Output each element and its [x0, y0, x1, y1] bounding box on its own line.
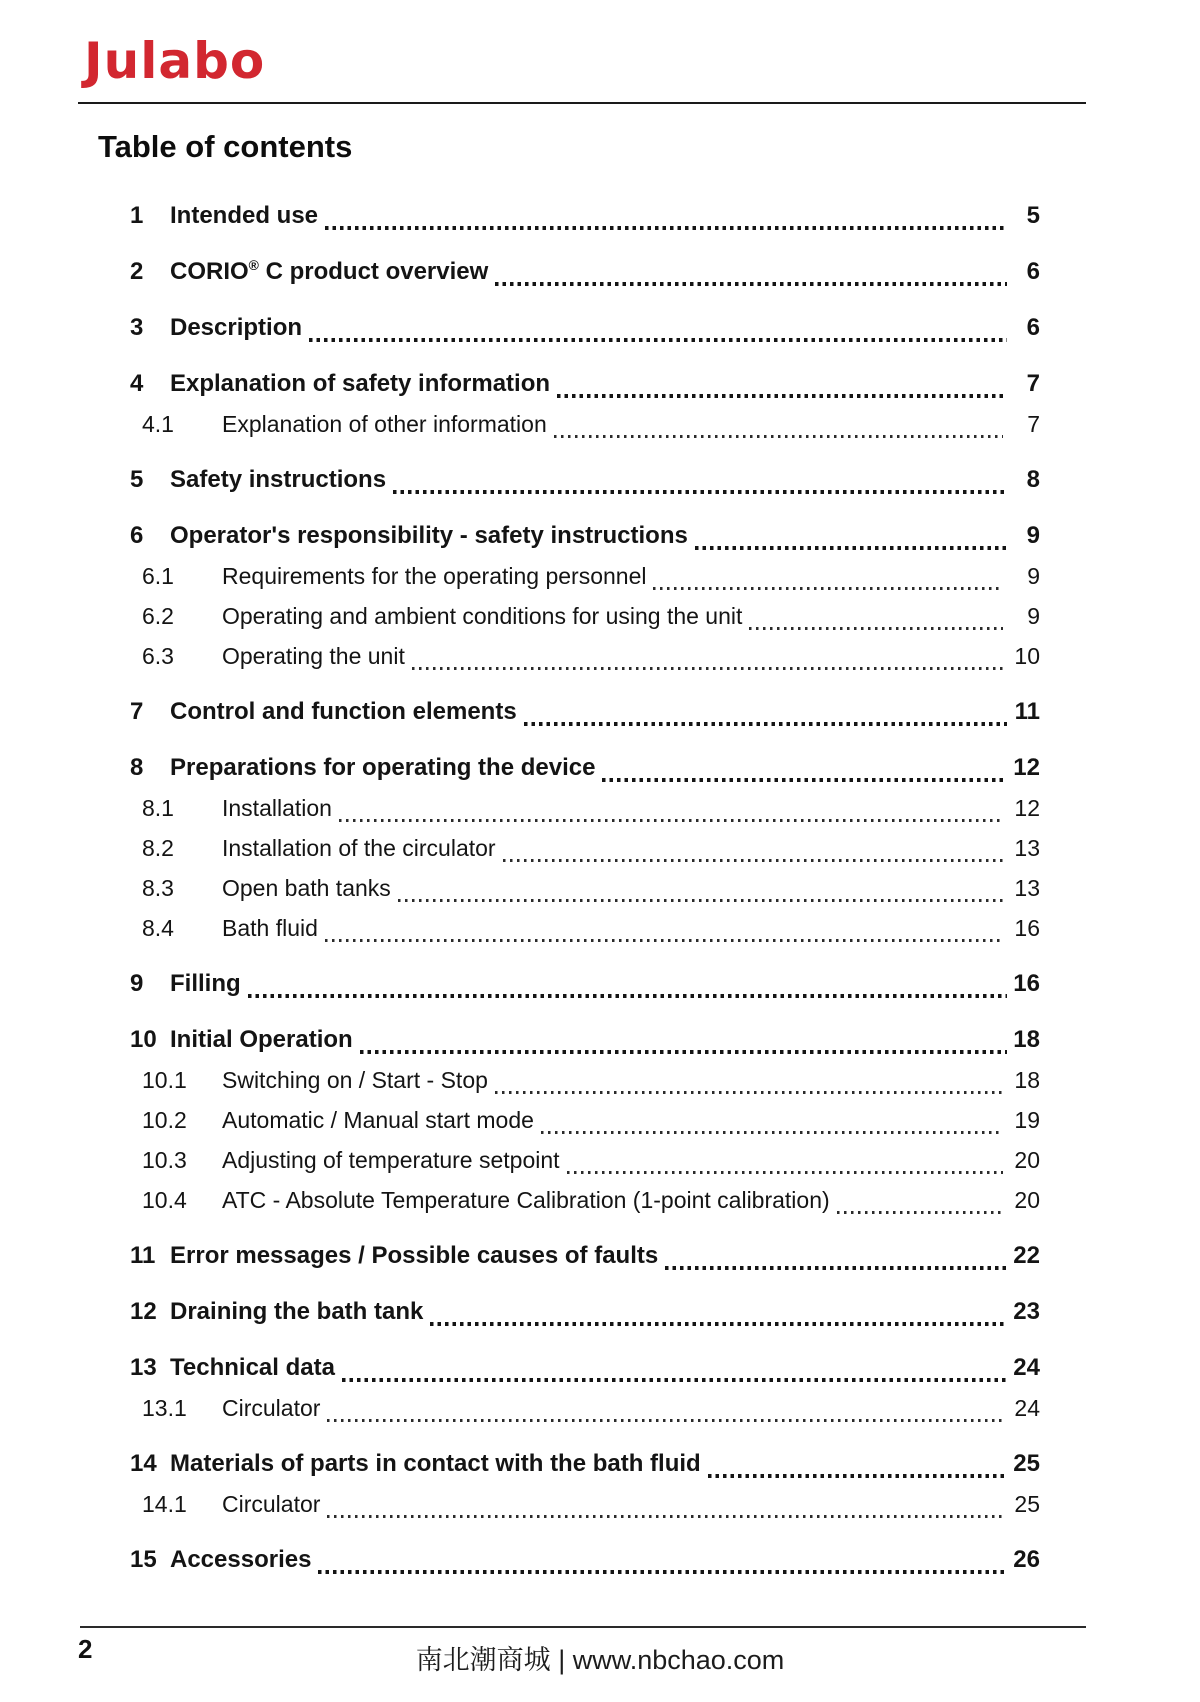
dot-leader	[557, 394, 1007, 398]
toc-entry-page: 13	[1014, 875, 1040, 901]
toc-entry-page: 26	[1013, 1546, 1040, 1573]
toc-entry-number: 8.2	[142, 835, 174, 861]
toc-entry-title: Preparations for operating the device	[170, 754, 596, 781]
toc-entry-title: Open bath tanks	[222, 875, 391, 901]
toc-entry-page: 13	[1014, 835, 1040, 861]
dot-leader	[602, 778, 1007, 782]
toc-entry-number: 6	[130, 522, 144, 549]
toc-entry	[142, 1140, 1040, 1180]
dot-leader	[412, 667, 1003, 670]
toc-entry-number: 10.3	[142, 1147, 187, 1173]
footer-watermark-text: 南北潮商城 | www.nbchao.com	[415, 1645, 785, 1675]
toc-entry-page: 11	[1014, 698, 1040, 725]
toc-entry-number: 10.1	[142, 1067, 187, 1093]
toc-entry-title: Switching on / Start - Stop	[222, 1067, 488, 1093]
dot-leader	[360, 1050, 1007, 1054]
toc-entry-number: 13	[130, 1354, 157, 1381]
toc-entry-page: 24	[1014, 1395, 1040, 1421]
toc-entry	[142, 636, 1040, 676]
julabo-logo: Julabo	[84, 32, 266, 90]
dot-leader	[524, 722, 1007, 726]
dot-leader	[495, 282, 1007, 286]
toc-entry-page: 12	[1014, 795, 1040, 821]
toc-list	[0, 196, 1200, 1580]
toc-entry	[142, 404, 1040, 444]
dot-leader	[503, 859, 1003, 862]
toc-entry-title: Accessories	[170, 1546, 312, 1573]
toc-entry-number: 6.3	[142, 643, 174, 669]
toc-entry-title: Installation of the circulator	[222, 835, 496, 861]
toc-entry-number: 1	[130, 202, 144, 229]
toc-entry-title: Initial Operation	[170, 1026, 353, 1053]
toc-entry-title: Adjusting of temperature setpoint	[222, 1147, 560, 1173]
toc-entry-title: Control and function elements	[170, 698, 517, 725]
toc-entry-title: Explanation of safety information	[170, 370, 551, 397]
toc-entry-title: Requirements for the operating personnel	[222, 563, 647, 589]
toc-entry-number: 3	[130, 314, 144, 341]
toc-entry-title: Automatic / Manual start mode	[222, 1107, 534, 1133]
toc-entry	[142, 788, 1040, 828]
toc-entry-number: 14	[130, 1450, 157, 1477]
toc-entry	[130, 1020, 1040, 1060]
dot-leader	[398, 899, 1003, 902]
toc-entry-page: 9	[1027, 603, 1040, 629]
toc-entry	[130, 748, 1040, 788]
toc-entry-number: 13.1	[142, 1395, 187, 1421]
toc-entry-page: 9	[1026, 522, 1040, 549]
toc-entry-page: 16	[1013, 970, 1040, 997]
toc-entry-page: 16	[1014, 915, 1040, 941]
toc-entry	[142, 868, 1040, 908]
toc-entry-number: 4	[130, 370, 144, 397]
toc-entry-page: 7	[1026, 370, 1040, 397]
toc-entry-title: Bath fluid	[222, 915, 318, 941]
toc-entry-number: 8.1	[142, 795, 174, 821]
toc-entry-title: Explanation of other information	[222, 411, 547, 437]
toc-entry-page: 19	[1014, 1107, 1040, 1133]
dot-leader	[837, 1211, 1003, 1214]
toc-entry	[130, 1348, 1040, 1388]
toc-entry-number: 9	[130, 970, 144, 997]
dot-leader	[653, 587, 1003, 590]
toc-entry-number: 5	[130, 466, 144, 493]
toc-entry-number: 7	[130, 698, 144, 725]
toc-entry-page: 9	[1027, 563, 1040, 589]
toc-entry-title: Circulator	[222, 1395, 321, 1421]
toc-entry-number: 8.3	[142, 875, 174, 901]
toc-entry-page: 24	[1013, 1354, 1040, 1381]
dot-leader	[393, 490, 1007, 494]
toc-entry-title: Safety instructions	[170, 466, 387, 493]
toc-entry	[142, 1180, 1040, 1220]
toc-entry-number: 10.4	[142, 1187, 187, 1213]
toc-entry-title: Materials of parts in contact with the bath fluid	[170, 1450, 701, 1477]
toc-entry-page: 25	[1013, 1450, 1040, 1477]
toc-entry-page: 5	[1026, 202, 1040, 229]
toc-entry-title: ATC - Absolute Temperature Calibration (1-point calibration)	[222, 1187, 830, 1213]
toc-entry-number: 10	[130, 1026, 157, 1053]
page-title: Table of contents	[98, 129, 353, 164]
toc-entry-title: Intended use	[170, 202, 319, 229]
dot-leader	[248, 994, 1007, 998]
toc-entry	[130, 252, 1040, 292]
toc-entry-page: 20	[1014, 1187, 1040, 1213]
footer-row	[0, 1628, 1200, 1674]
toc-entry	[142, 1060, 1040, 1100]
toc-entry-page: 23	[1013, 1298, 1040, 1325]
toc-entry	[130, 460, 1040, 500]
toc-entry-page: 10	[1014, 643, 1040, 669]
toc-entry-number: 11	[130, 1242, 156, 1269]
toc-entry-number: 4.1	[142, 411, 174, 437]
toc-entry	[130, 964, 1040, 1004]
toc-entry	[130, 1444, 1040, 1484]
toc-entry	[130, 196, 1040, 236]
toc-entry	[142, 596, 1040, 636]
toc-entry	[130, 308, 1040, 348]
dot-leader	[325, 939, 1003, 942]
toc-entry	[142, 828, 1040, 868]
toc-entry-number: 6.1	[142, 563, 174, 589]
toc-entry	[142, 1100, 1040, 1140]
dot-leader	[708, 1474, 1007, 1478]
toc-entry	[142, 1388, 1040, 1428]
toc-entry-page: 20	[1014, 1147, 1040, 1173]
dot-leader	[325, 226, 1007, 230]
dot-leader	[327, 1515, 1003, 1518]
toc-entry-page: 22	[1013, 1242, 1040, 1269]
toc-entry-number: 8	[130, 754, 144, 781]
header-divider	[78, 102, 1086, 104]
toc-entry-title: Filling	[170, 970, 241, 997]
toc-entry-page: 18	[1013, 1026, 1040, 1053]
toc-entry-page: 8	[1026, 466, 1040, 493]
dot-leader	[665, 1266, 1007, 1270]
toc-entry-title: Description	[170, 314, 303, 341]
toc-entry-title: Technical data	[170, 1354, 335, 1381]
toc-entry-title: Operator's responsibility - safety instructions	[170, 522, 688, 549]
toc-entry-title: Installation	[222, 795, 332, 821]
toc-entry-number: 6.2	[142, 603, 174, 629]
toc-entry	[130, 1292, 1040, 1332]
dot-leader	[695, 546, 1007, 550]
toc-entry-number: 8.4	[142, 915, 174, 941]
toc-entry-number: 15	[130, 1546, 157, 1573]
toc-entry	[130, 516, 1040, 556]
toc-entry-page: 6	[1026, 314, 1040, 341]
page-footer	[0, 1626, 1200, 1674]
dot-leader	[749, 627, 1003, 630]
toc-entry	[130, 1236, 1040, 1276]
toc-entry-title: Draining the bath tank	[170, 1298, 424, 1325]
toc-entry-number: 2	[130, 258, 144, 285]
toc-entry-title: CORIO® C product overview	[170, 257, 489, 285]
toc-entry-page: 6	[1026, 258, 1040, 285]
toc-entry	[130, 1540, 1040, 1580]
dot-leader	[318, 1570, 1007, 1574]
page-header	[0, 0, 1200, 164]
dot-leader	[339, 819, 1003, 822]
dot-leader	[554, 435, 1003, 438]
toc-entry-title: Error messages / Possible causes of faults	[170, 1242, 659, 1269]
toc-entry	[142, 1484, 1040, 1524]
dot-leader	[309, 338, 1007, 342]
toc-entry-page: 18	[1014, 1067, 1040, 1093]
toc-entry-number: 14.1	[142, 1491, 187, 1517]
dot-leader	[342, 1378, 1007, 1382]
toc-entry-number: 12	[130, 1298, 157, 1325]
toc-entry-number: 10.2	[142, 1107, 187, 1133]
registered-trademark-symbol: ®	[248, 257, 259, 273]
dot-leader	[541, 1131, 1003, 1134]
footer-page-number: 2	[78, 1634, 93, 1664]
toc-entry-page: 25	[1014, 1491, 1040, 1517]
dot-leader	[327, 1419, 1003, 1422]
toc-entry-page: 12	[1013, 754, 1040, 781]
toc-entry-title: Circulator	[222, 1491, 321, 1517]
toc-entry-title: Operating the unit	[222, 643, 405, 669]
toc-entry	[142, 556, 1040, 596]
dot-leader	[430, 1322, 1007, 1326]
dot-leader	[567, 1171, 1003, 1174]
toc-entry	[130, 692, 1040, 732]
toc-entry-title: Operating and ambient conditions for using the unit	[222, 603, 743, 629]
toc-entry-page: 7	[1027, 411, 1040, 437]
toc-entry	[130, 364, 1040, 404]
toc-entry	[142, 908, 1040, 948]
dot-leader	[495, 1091, 1003, 1094]
